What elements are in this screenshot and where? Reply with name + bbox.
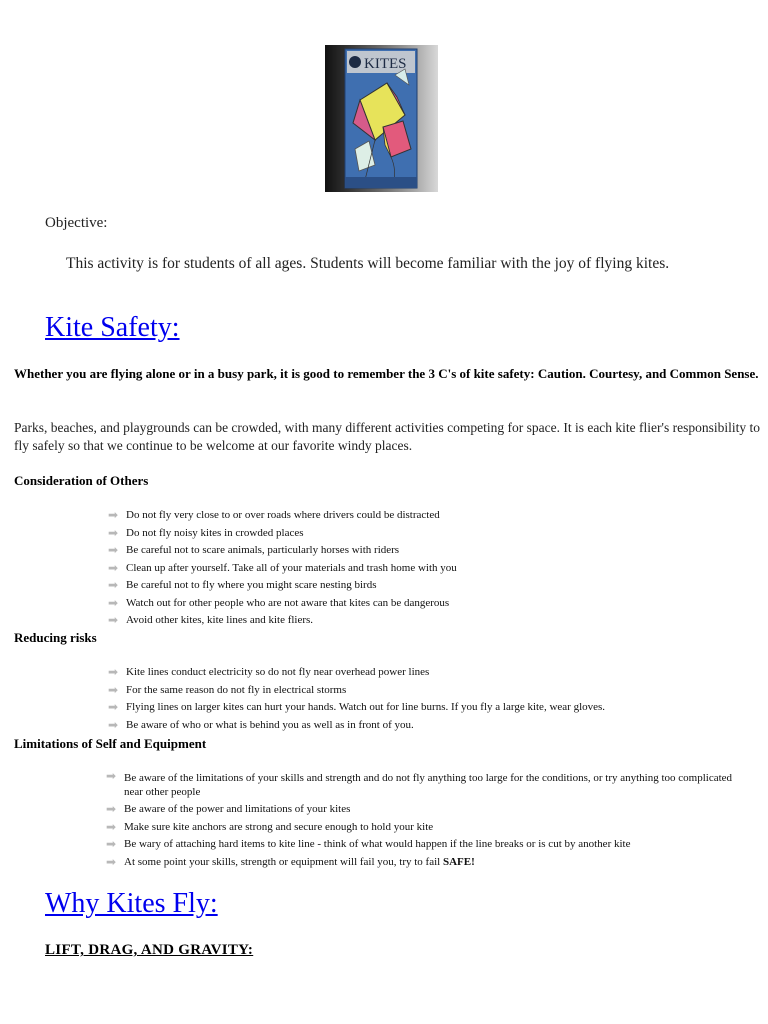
- list-item: ➡ Watch out for other people who are not aware that kites can be dangerous: [108, 595, 457, 613]
- kite-safety-heading[interactable]: Kite Safety:: [45, 312, 180, 343]
- list-item: ➡ Be careful not to fly where you might scare nesting birds: [108, 577, 457, 595]
- list-item: ➡ Clean up after yourself. Take all of your materials and trash home with you: [108, 560, 457, 578]
- cover-brand-text: KITES: [364, 56, 407, 72]
- arrow-icon: ➡: [108, 700, 119, 714]
- list-item: ➡ Kite lines conduct electricity so do not fly near overhead power lines: [108, 664, 605, 682]
- arrow-icon: ➡: [108, 525, 119, 540]
- list-item: ➡ At some point your skills, strength or equipment will fail you, try to fail SAFE!: [106, 854, 746, 872]
- why-kites-fly-heading[interactable]: Why Kites Fly:: [45, 888, 218, 919]
- consideration-heading: Consideration of Others: [14, 473, 149, 488]
- objective-label: Objective:: [45, 215, 108, 231]
- arrow-icon: ➡: [108, 543, 119, 557]
- lift-drag-gravity-subheading: LIFT, DRAG, AND GRAVITY:: [45, 942, 254, 958]
- objective-text: This activity is for students of all ages. Students will become familiar with the joy of flying kites.: [66, 255, 670, 272]
- list-item: ➡ Do not fly very close to or over roads where drivers could be distracted: [108, 507, 457, 525]
- reducing-risks-list: [108, 664, 605, 734]
- arrow-icon: ➡: [106, 854, 117, 869]
- arrow-icon: ➡: [106, 819, 117, 834]
- arrow-icon: ➡: [108, 665, 119, 679]
- arrow-icon: ➡: [108, 595, 119, 610]
- safe-emphasis: SAFE!: [442, 855, 475, 868]
- list-item: ➡ Avoid other kites, kite lines and kite fliers.: [108, 612, 457, 630]
- list-item: ➡ Be aware of who or what is behind you as well as in front of you.: [108, 717, 605, 735]
- list-item: ➡ Be aware of the power and limitations of your kites: [106, 801, 746, 819]
- list-item: ➡ Be wary of attaching hard items to kite line - think of what would happen if the line breaks or is cut by another kite: [106, 836, 746, 854]
- arrow-icon: ➡: [108, 508, 119, 522]
- arrow-icon: ➡: [108, 717, 119, 732]
- list-item: ➡ Be careful not to scare animals, particularly horses with riders: [108, 542, 457, 560]
- list-item: ➡ Make sure kite anchors are strong and secure enough to hold your kite: [106, 819, 746, 837]
- arrow-icon: ➡: [106, 802, 117, 816]
- arrow-icon: ➡: [106, 769, 117, 783]
- list-item: ➡ Flying lines on larger kites can hurt your hands. Watch out for line burns. If you fly a large kite, wear gloves.: [108, 699, 605, 717]
- reducing-risks-heading: Reducing risks: [14, 630, 97, 645]
- list-item: ➡ Do not fly noisy kites in crowded places: [108, 525, 457, 543]
- arrow-icon: ➡: [108, 578, 119, 592]
- limitations-list: [106, 769, 746, 871]
- kites-book-cover: [325, 45, 438, 192]
- arrow-icon: ➡: [108, 613, 119, 627]
- safety-intro-text: Parks, beaches, and playgrounds can be crowded, with many different activities competing for space. It is each kite flier's responsibility to fly safely so that we continue to be welcome at our favorite windy places.: [14, 420, 760, 453]
- limitations-heading: Limitations of Self and Equipment: [14, 736, 207, 751]
- list-item: ➡ Be aware of the limitations of your skills and strength and do not fly anything too large for the conditions, or try anything too complicated near other people: [106, 769, 733, 798]
- safety-intro-bold: Whether you are flying alone or in a busy park, it is good to remember the 3 C's of kite safety: Caution. Courtesy, and Common Sense.: [14, 366, 759, 381]
- arrow-icon: ➡: [106, 837, 117, 851]
- list-item: ➡ For the same reason do not fly in electrical storms: [108, 682, 605, 700]
- consideration-list: [108, 507, 457, 630]
- arrow-icon: ➡: [108, 682, 119, 697]
- arrow-icon: ➡: [108, 560, 119, 575]
